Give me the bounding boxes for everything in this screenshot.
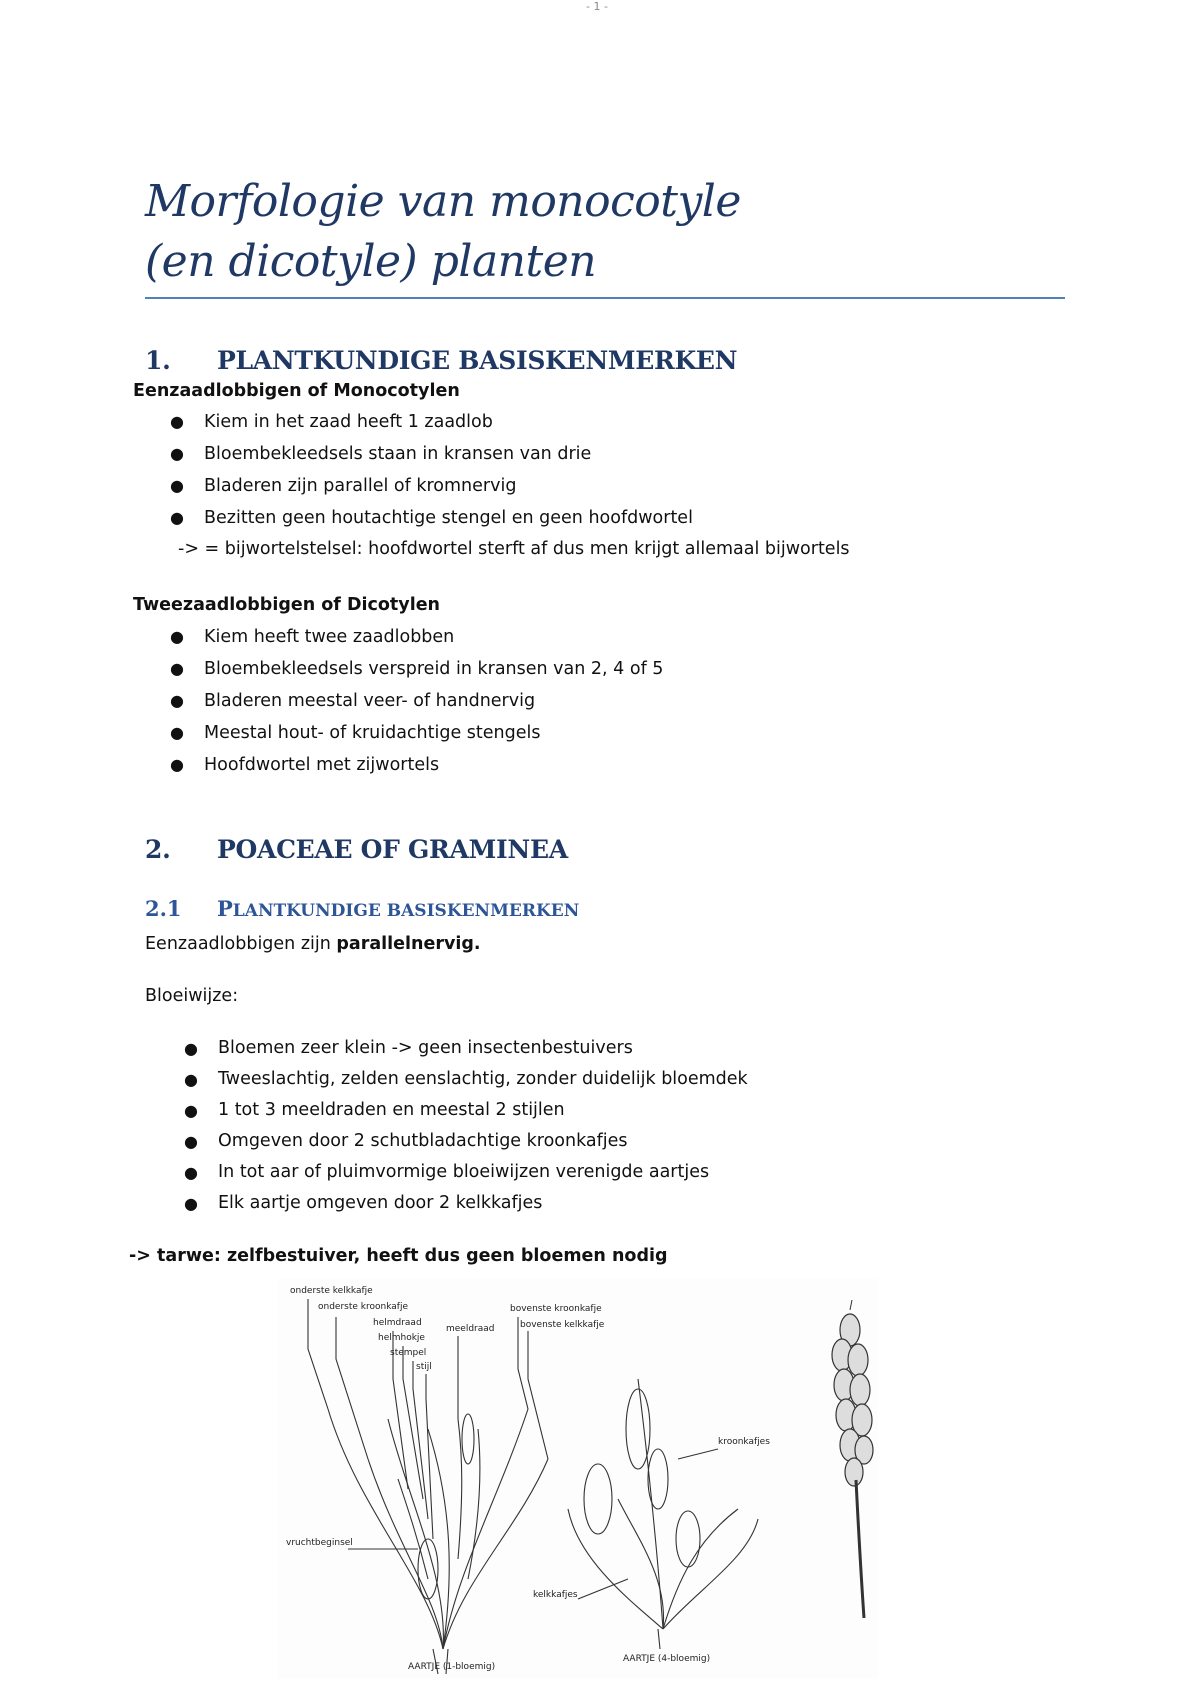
section-2-1-heading (145, 896, 579, 921)
list-item (170, 685, 663, 717)
title-line-2: (en dicotyle) planten (145, 236, 597, 287)
bullet-icon: ● (170, 627, 184, 646)
label-kelkkafjes: kelkkafjes (533, 1590, 578, 1600)
list-item-text: Meestal hout- of kruidachtige stengels (204, 723, 541, 743)
mono-heading: Eenzaadlobbigen of Monocotylen (133, 381, 460, 401)
list-item (184, 1033, 748, 1064)
list-item (170, 717, 663, 749)
bullet-icon: ● (184, 1163, 198, 1182)
bullet-icon: ● (170, 476, 184, 495)
list-item-text: Bloembekleedsels staan in kransen van drie (204, 444, 592, 464)
label-onderste-kelkkafje: onderste kelkkafje (290, 1286, 373, 1296)
list-item-text: Kiem in het zaad heeft 1 zaadlob (204, 412, 493, 432)
list-item-text: 1 tot 3 meeldraden en meestal 2 stijlen (218, 1100, 565, 1120)
section-2-heading (145, 835, 568, 864)
title-line-1: Morfologie van monocotyle (145, 176, 741, 227)
label-helmhokje: helmhokje (378, 1333, 425, 1343)
bloeiwijze-label: Bloeiwijze: (145, 986, 239, 1006)
mono-list (170, 406, 693, 534)
title-underline (145, 297, 1065, 299)
list-item-text: Bezitten geen houtachtige stengel en geen hoofdwortel (204, 508, 693, 528)
list-item-text: Elk aartje omgeven door 2 kelkkafjes (218, 1193, 543, 1213)
bullet-icon: ● (184, 1070, 198, 1089)
list-item (184, 1064, 748, 1095)
list-item (170, 406, 693, 438)
bullet-icon: ● (170, 659, 184, 678)
list-item-text: Kiem heeft twee zaadlobben (204, 627, 455, 647)
aartje-illustration (278, 1279, 878, 1679)
section-1-title: PLANTKUNDIGE BASISKENMERKEN (217, 346, 738, 375)
bullet-icon: ● (170, 755, 184, 774)
intro-plain: Eenzaadlobbigen zijn (145, 934, 337, 954)
section-2-1-title-rest: LANTKUNDIGE BASISKENMERKEN (232, 901, 580, 921)
section-2-1-title-initial: P (217, 896, 233, 921)
list-item-text: Omgeven door 2 schutbladachtige kroonkafjes (218, 1131, 628, 1151)
label-stijl: stijl (416, 1362, 432, 1372)
bullet-icon: ● (170, 691, 184, 710)
label-kroonkafjes: kroonkafjes (718, 1437, 770, 1447)
list-item-text: Bloemen zeer klein -> geen insectenbestuivers (218, 1038, 633, 1058)
page-title (145, 172, 741, 292)
list-item-text: Bloembekleedsels verspreid in kransen van 2, 4 of 5 (204, 659, 664, 679)
label-onderste-kroonkafje: onderste kroonkafje (318, 1302, 408, 1312)
label-helmdraad: helmdraad (373, 1318, 422, 1328)
list-item (170, 470, 693, 502)
bullet-icon: ● (170, 412, 184, 431)
section-1-number: 1. (145, 346, 171, 375)
section-2-1-number: 2.1 (145, 896, 182, 921)
list-item (184, 1095, 748, 1126)
label-aartje-1: AARTJE (1-bloemig) (408, 1662, 496, 1672)
dico-list (170, 621, 664, 781)
list-item-text: Hoofdwortel met zijwortels (204, 755, 440, 775)
bullet-icon: ● (170, 444, 184, 463)
bullet-icon: ● (184, 1039, 198, 1058)
label-bovenste-kroonkafje: bovenste kroonkafje (510, 1304, 602, 1314)
list-item (184, 1126, 748, 1157)
list-item (170, 749, 663, 781)
label-meeldraad: meeldraad (446, 1324, 495, 1334)
wheat-ear-drawing (820, 1300, 900, 1620)
list-item (170, 502, 693, 534)
section-1-heading (145, 346, 737, 375)
label-aartje-4: AARTJE (4-bloemig) (623, 1654, 711, 1664)
bullet-icon: ● (184, 1194, 198, 1213)
wheat-ear-illustration (820, 1300, 900, 1620)
section-2-title: POACEAE OF GRAMINEA (217, 835, 568, 864)
mono-note: -> = bijwortelstelsel: hoofdwortel sterft af dus men krijgt allemaal bijwortels (178, 539, 850, 559)
list-item (170, 438, 693, 470)
section-2-number: 2. (145, 835, 171, 864)
list-item (184, 1157, 748, 1188)
intro-bold: parallelnervig. (336, 934, 481, 954)
list-item-text: Tweeslachtig, zelden eenslachtig, zonder duidelijk bloemdek (218, 1069, 748, 1089)
label-stempel: stempel (390, 1348, 427, 1358)
tarwe-note: -> tarwe: zelfbestuiver, heeft dus geen bloemen nodig (129, 1246, 668, 1266)
aartje-drawing (278, 1279, 878, 1679)
list-item (170, 653, 664, 685)
list-item (184, 1188, 748, 1219)
bullet-icon: ● (170, 723, 184, 742)
bullet-icon: ● (184, 1132, 198, 1151)
bullet-icon: ● (170, 508, 184, 527)
bloeiwijze-list (184, 1033, 748, 1219)
page-number: - 1 - (586, 0, 608, 13)
dico-heading: Tweezaadlobbigen of Dicotylen (133, 595, 441, 615)
bullet-icon: ● (184, 1101, 198, 1120)
list-item-text: In tot aar of pluimvormige bloeiwijzen verenigde aartjes (218, 1162, 710, 1182)
label-bovenste-kelkkafje: bovenste kelkkafje (520, 1320, 605, 1330)
list-item (170, 621, 663, 653)
label-vruchtbeginsel: vruchtbeginsel (286, 1538, 353, 1548)
intro-text (145, 934, 481, 954)
list-item-text: Bladeren meestal veer- of handnervig (204, 691, 536, 711)
list-item-text: Bladeren zijn parallel of kromnervig (204, 476, 517, 496)
